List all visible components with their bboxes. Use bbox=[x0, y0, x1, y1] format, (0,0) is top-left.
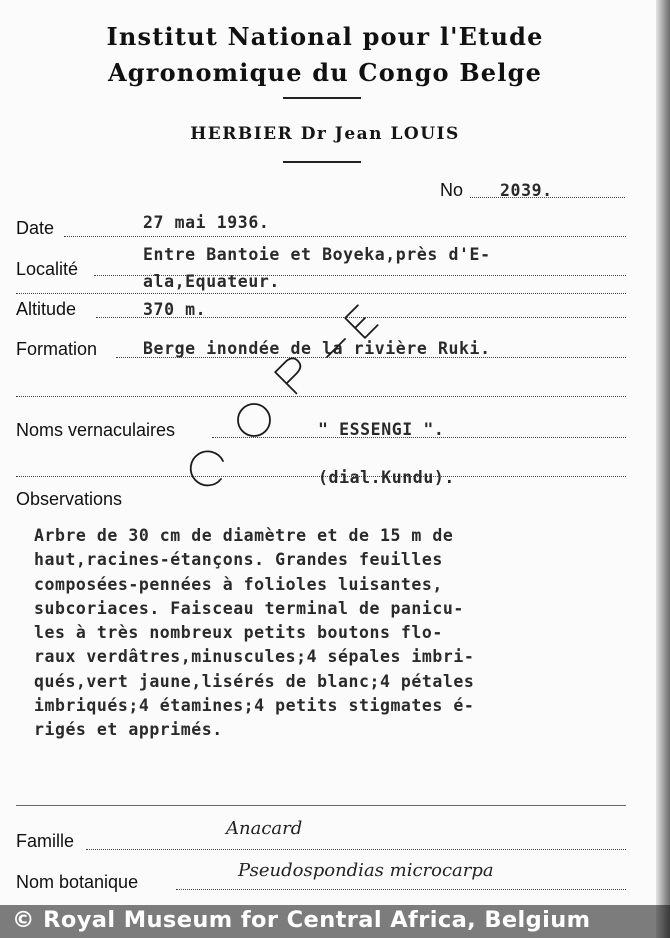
header-divider-top bbox=[283, 97, 361, 99]
stamp-letter-p bbox=[275, 355, 313, 393]
date-value: 27 mai 1936. bbox=[143, 213, 270, 232]
nom-botanique-label: Nom botanique bbox=[16, 872, 139, 892]
vernaculaires-label: Noms vernaculaires bbox=[16, 420, 176, 440]
observations-text bbox=[34, 524, 664, 743]
number-label: No bbox=[440, 180, 464, 200]
copyright-banner bbox=[0, 905, 670, 938]
stamp-letter-i bbox=[327, 339, 345, 357]
nom-botanique-dotted-line bbox=[176, 889, 626, 890]
card-edge-shadow bbox=[656, 0, 670, 938]
nom-botanique-handwritten-value: Pseudospondias microcarpa bbox=[238, 860, 494, 881]
localite-dotted-line-2 bbox=[16, 293, 626, 294]
observation-line: qués,vert jaune,lisérés de blanc;4 pétales bbox=[34, 671, 475, 691]
observation-line: rigés et apprimés. bbox=[34, 720, 223, 740]
herbier-title: HERBIER Dr Jean LOUIS bbox=[190, 124, 460, 144]
altitude-label: Altitude bbox=[16, 299, 77, 319]
stamp-letter-o bbox=[238, 404, 270, 436]
date-dotted-line bbox=[64, 236, 626, 237]
localite-label: Localité bbox=[16, 259, 79, 279]
famille-handwritten-value: Anacard bbox=[226, 818, 303, 839]
stamp-letter-e bbox=[345, 305, 378, 338]
date-label: Date bbox=[16, 218, 55, 238]
institute-title-line2: Agronomique du Congo Belge bbox=[107, 58, 543, 87]
institute-title-line1: Institut National pour l'Etude bbox=[106, 22, 544, 51]
observation-line: les à très nombreux petits boutons flo- bbox=[34, 623, 443, 643]
observations-label: Observations bbox=[16, 489, 123, 509]
stamp-letter-c bbox=[191, 451, 223, 485]
localite-value-line1: Entre Bantoie et Boyeka,près d'E- bbox=[143, 245, 491, 264]
copie-stamp bbox=[165, 295, 405, 515]
observation-line: haut,racines-étançons. Grandes feuilles bbox=[34, 550, 443, 570]
observation-line: raux verdâtres,minuscules;4 sépales imbri- bbox=[34, 647, 475, 667]
observations-bottom-rule bbox=[16, 805, 626, 806]
famille-dotted-line bbox=[86, 849, 626, 850]
specimen-number: 2039. bbox=[500, 181, 553, 200]
vernaculaires-value-line1: " ESSENGI ". bbox=[318, 420, 445, 439]
formation-label: Formation bbox=[16, 339, 98, 359]
observation-line: composées-pennées à folioles luisantes, bbox=[34, 574, 443, 594]
observation-line: subcoriaces. Faisceau terminal de panicu- bbox=[34, 598, 464, 618]
localite-value-line2: ala,Equateur. bbox=[143, 272, 280, 291]
observation-line: imbriqués;4 étamines;4 petits stigmates é- bbox=[34, 696, 475, 716]
copyright-text: © Royal Museum for Central Africa, Belgium bbox=[12, 907, 591, 933]
famille-label: Famille bbox=[16, 831, 75, 851]
vernaculaires-value-line2: (dial.Kundu). bbox=[318, 468, 455, 487]
formation-value: Berge inondée de la rivière Ruki. bbox=[143, 339, 491, 358]
observation-line: Arbre de 30 cm de diamètre et de 15 m de bbox=[34, 526, 454, 545]
altitude-value: 370 m. bbox=[143, 300, 207, 319]
header-divider-bottom bbox=[283, 161, 361, 163]
